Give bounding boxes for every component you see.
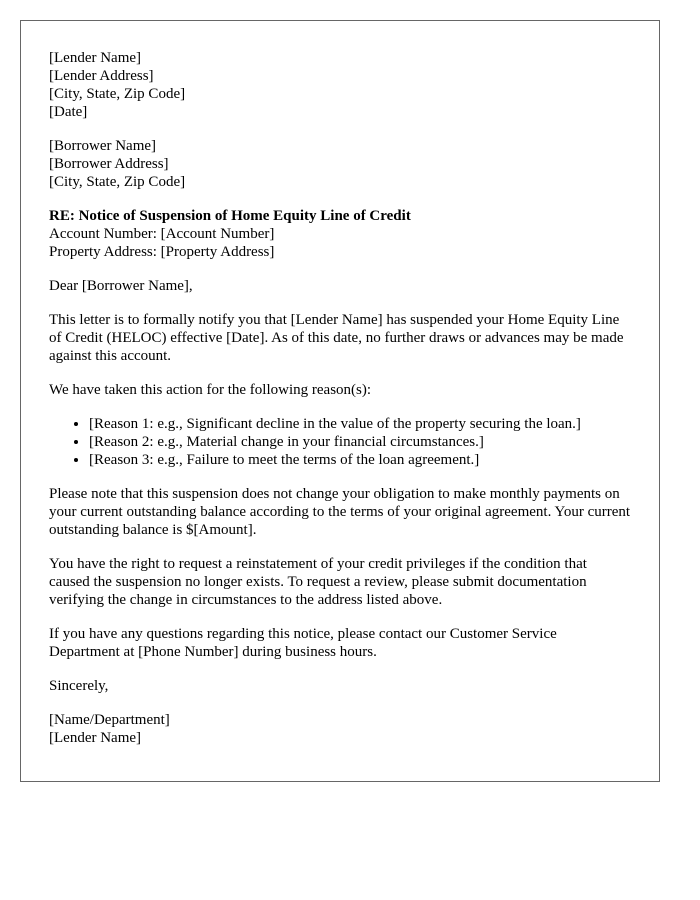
sender-block xyxy=(49,49,631,121)
sender-city-state-zip: [City, State, Zip Code] xyxy=(49,86,186,102)
letter-date: [Date] xyxy=(49,104,88,120)
recipient-block xyxy=(49,137,631,191)
subject-line: RE: Notice of Suspension of Home Equity Line of Credit xyxy=(49,208,411,224)
account-number: Account Number: [Account Number] xyxy=(49,226,275,242)
list-item: • [Reason 1: e.g., Significant decline in the value of the property securing the loan.] xyxy=(89,415,631,433)
recipient-city-state-zip: [City, State, Zip Code] xyxy=(49,174,186,190)
signer-organization: [Lender Name] xyxy=(49,730,142,746)
questions-paragraph: If you have any questions regarding this notice, please contact our Customer Service Department at [Phone Number] during business hours. xyxy=(49,626,557,660)
recipient-address: [Borrower Address] xyxy=(49,156,169,172)
subject-block xyxy=(49,207,631,261)
obligation-paragraph: Please note that this suspension does not change your obligation to make monthly payments on your current outstanding balance according to the terms of your original agreement. Your current outstanding balance is $[Amount]. xyxy=(49,486,631,538)
sign-off: Sincerely, xyxy=(49,678,109,694)
sender-name: [Lender Name] xyxy=(49,50,142,66)
reasons-list xyxy=(49,415,631,469)
reasons-intro: We have taken this action for the following reason(s): xyxy=(49,382,372,398)
reinstatement-paragraph: You have the right to request a reinstatement of your credit privileges if the condition that caused the suspension no longer exists. To request a review, please submit documentation verifying the change in circumstances to the address listed above. xyxy=(49,556,587,608)
recipient-name: [Borrower Name] xyxy=(49,138,157,154)
letter-page xyxy=(20,20,660,782)
property-address: Property Address: [Property Address] xyxy=(49,244,275,260)
salutation: Dear [Borrower Name], xyxy=(49,278,193,294)
list-item: • [Reason 3: e.g., Failure to meet the terms of the loan agreement.] xyxy=(89,451,631,469)
list-item: • [Reason 2: e.g., Material change in your financial circumstances.] xyxy=(89,433,631,451)
signature-block xyxy=(49,711,631,747)
signer-name: [Name/Department] xyxy=(49,712,170,728)
sender-address: [Lender Address] xyxy=(49,68,154,84)
intro-paragraph: This letter is to formally notify you that [Lender Name] has suspended your Home Equity Line of Credit (HELOC) effective [Date]. As of this date, no further draws or advances may be made against this account. xyxy=(49,312,624,364)
